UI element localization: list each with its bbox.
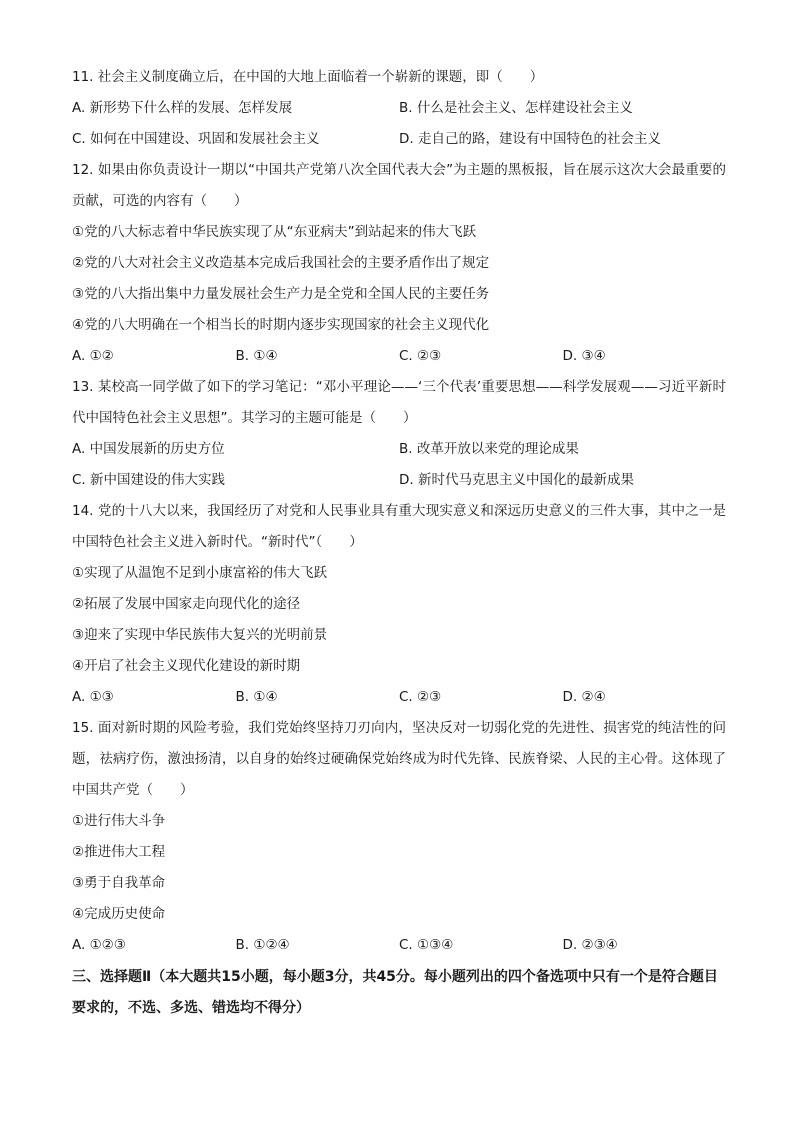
option-c: C. ②③ <box>399 689 442 705</box>
option-a: A. 新形势下什么样的发展、怎样发展 <box>72 100 293 116</box>
option-b: B. ①④ <box>235 348 278 364</box>
statement-2: ②推进伟大工程 <box>72 844 166 860</box>
statement-3: ③勇于自我革命 <box>72 875 166 891</box>
statement-4: ④完成历史使命 <box>72 906 166 922</box>
option-row <box>72 465 726 496</box>
statement-1: ①党的八大标志着中华民族实现了从“东亚病夫”到站起来的伟大飞跃 <box>72 224 477 240</box>
question-14 <box>72 496 726 713</box>
option-row <box>72 930 726 961</box>
option-c: C. ①③④ <box>399 937 454 953</box>
question-15 <box>72 713 726 961</box>
option-row <box>72 341 726 372</box>
option-d: D. 新时代马克思主义中国化的最新成果 <box>399 472 634 488</box>
statement-1: ①实现了从温饱不足到小康富裕的伟大飞跃 <box>72 565 328 581</box>
option-a: A. ①② <box>72 348 114 364</box>
option-b: B. 什么是社会主义、怎样建设社会主义 <box>399 100 633 116</box>
question-stem: 11. 社会主义制度确立后，在中国的大地上面临着一个崭新的课题，即（ ） <box>72 69 544 85</box>
question-stem: 12. 如果由你负责设计一期以“中国共产党第八次全国代表大会”为主题的黑板报，旨在展示这次大会最重要的贡献，可选的内容有（ ） <box>72 162 726 209</box>
statement-1: ①进行伟大斗争 <box>72 813 166 829</box>
question-13 <box>72 372 726 496</box>
option-a: A. 中国发展新的历史方位 <box>72 441 225 457</box>
question-11 <box>72 62 726 155</box>
statement-3: ③迎来了实现中华民族伟大复兴的光明前景 <box>72 627 328 643</box>
option-b: B. 改革开放以来党的理论成果 <box>399 441 579 457</box>
statement-2: ②党的八大对社会主义改造基本完成后我国社会的主要矛盾作出了规定 <box>72 255 490 271</box>
option-c: C. 新中国建设的伟大实践 <box>72 472 226 488</box>
option-d: D. ③④ <box>562 348 606 364</box>
option-d: D. ②④ <box>562 689 606 705</box>
option-c: C. 如何在中国建设、巩固和发展社会主义 <box>72 131 320 147</box>
statement-4: ④党的八大明确在一个相当长的时期内逐步实现国家的社会主义现代化 <box>72 317 490 333</box>
option-b: B. ①④ <box>235 689 278 705</box>
option-d: D. 走自己的路，建设有中国特色的社会主义 <box>399 131 661 147</box>
question-12 <box>72 155 726 372</box>
statement-4: ④开启了社会主义现代化建设的新时期 <box>72 658 301 674</box>
option-row <box>72 682 726 713</box>
question-stem: 14. 党的十八大以来，我国经历了对党和人民事业具有重大现实意义和深远历史意义的三件大事，其中之一是中国特色社会主义进入新时代。“新时代”（ ） <box>72 503 726 550</box>
option-c: C. ②③ <box>399 348 442 364</box>
statement-2: ②拓展了发展中国家走向现代化的途径 <box>72 596 301 612</box>
option-d: D. ②③④ <box>562 937 618 953</box>
option-row <box>72 124 726 155</box>
option-a: A. ①③ <box>72 689 114 705</box>
option-row <box>72 434 726 465</box>
statement-3: ③党的八大指出集中力量发展社会生产力是全党和全国人民的主要任务 <box>72 286 490 302</box>
exam-page <box>72 62 726 1024</box>
question-stem: 13. 某校高一同学做了如下的学习笔记：“邓小平理论——‘三个代表’重要思想——科学发展观——习近平新时代中国特色社会主义思想”。其学习的主题可能是（ ） <box>72 379 726 426</box>
question-stem: 15. 面对新时期的风险考验，我们党始终坚持刀刃向内，坚决反对一切弱化党的先进性、损害党的纯洁性的问题，祛病疗伤，激浊扬清，以自身的始终过硬确保党始终成为时代先锋、民族脊梁、人民的主心骨。这体现了中国共产党（ ） <box>72 720 726 798</box>
option-a: A. ①②③ <box>72 937 126 953</box>
option-b: B. ①②④ <box>235 937 290 953</box>
section-heading: 三、选择题Ⅱ（本大题共15小题，每小题3分，共45分。每小题列出的四个备选项中只有一个是符合题目要求的，不选、多选、错选均不得分） <box>72 969 718 1016</box>
option-row <box>72 93 726 124</box>
